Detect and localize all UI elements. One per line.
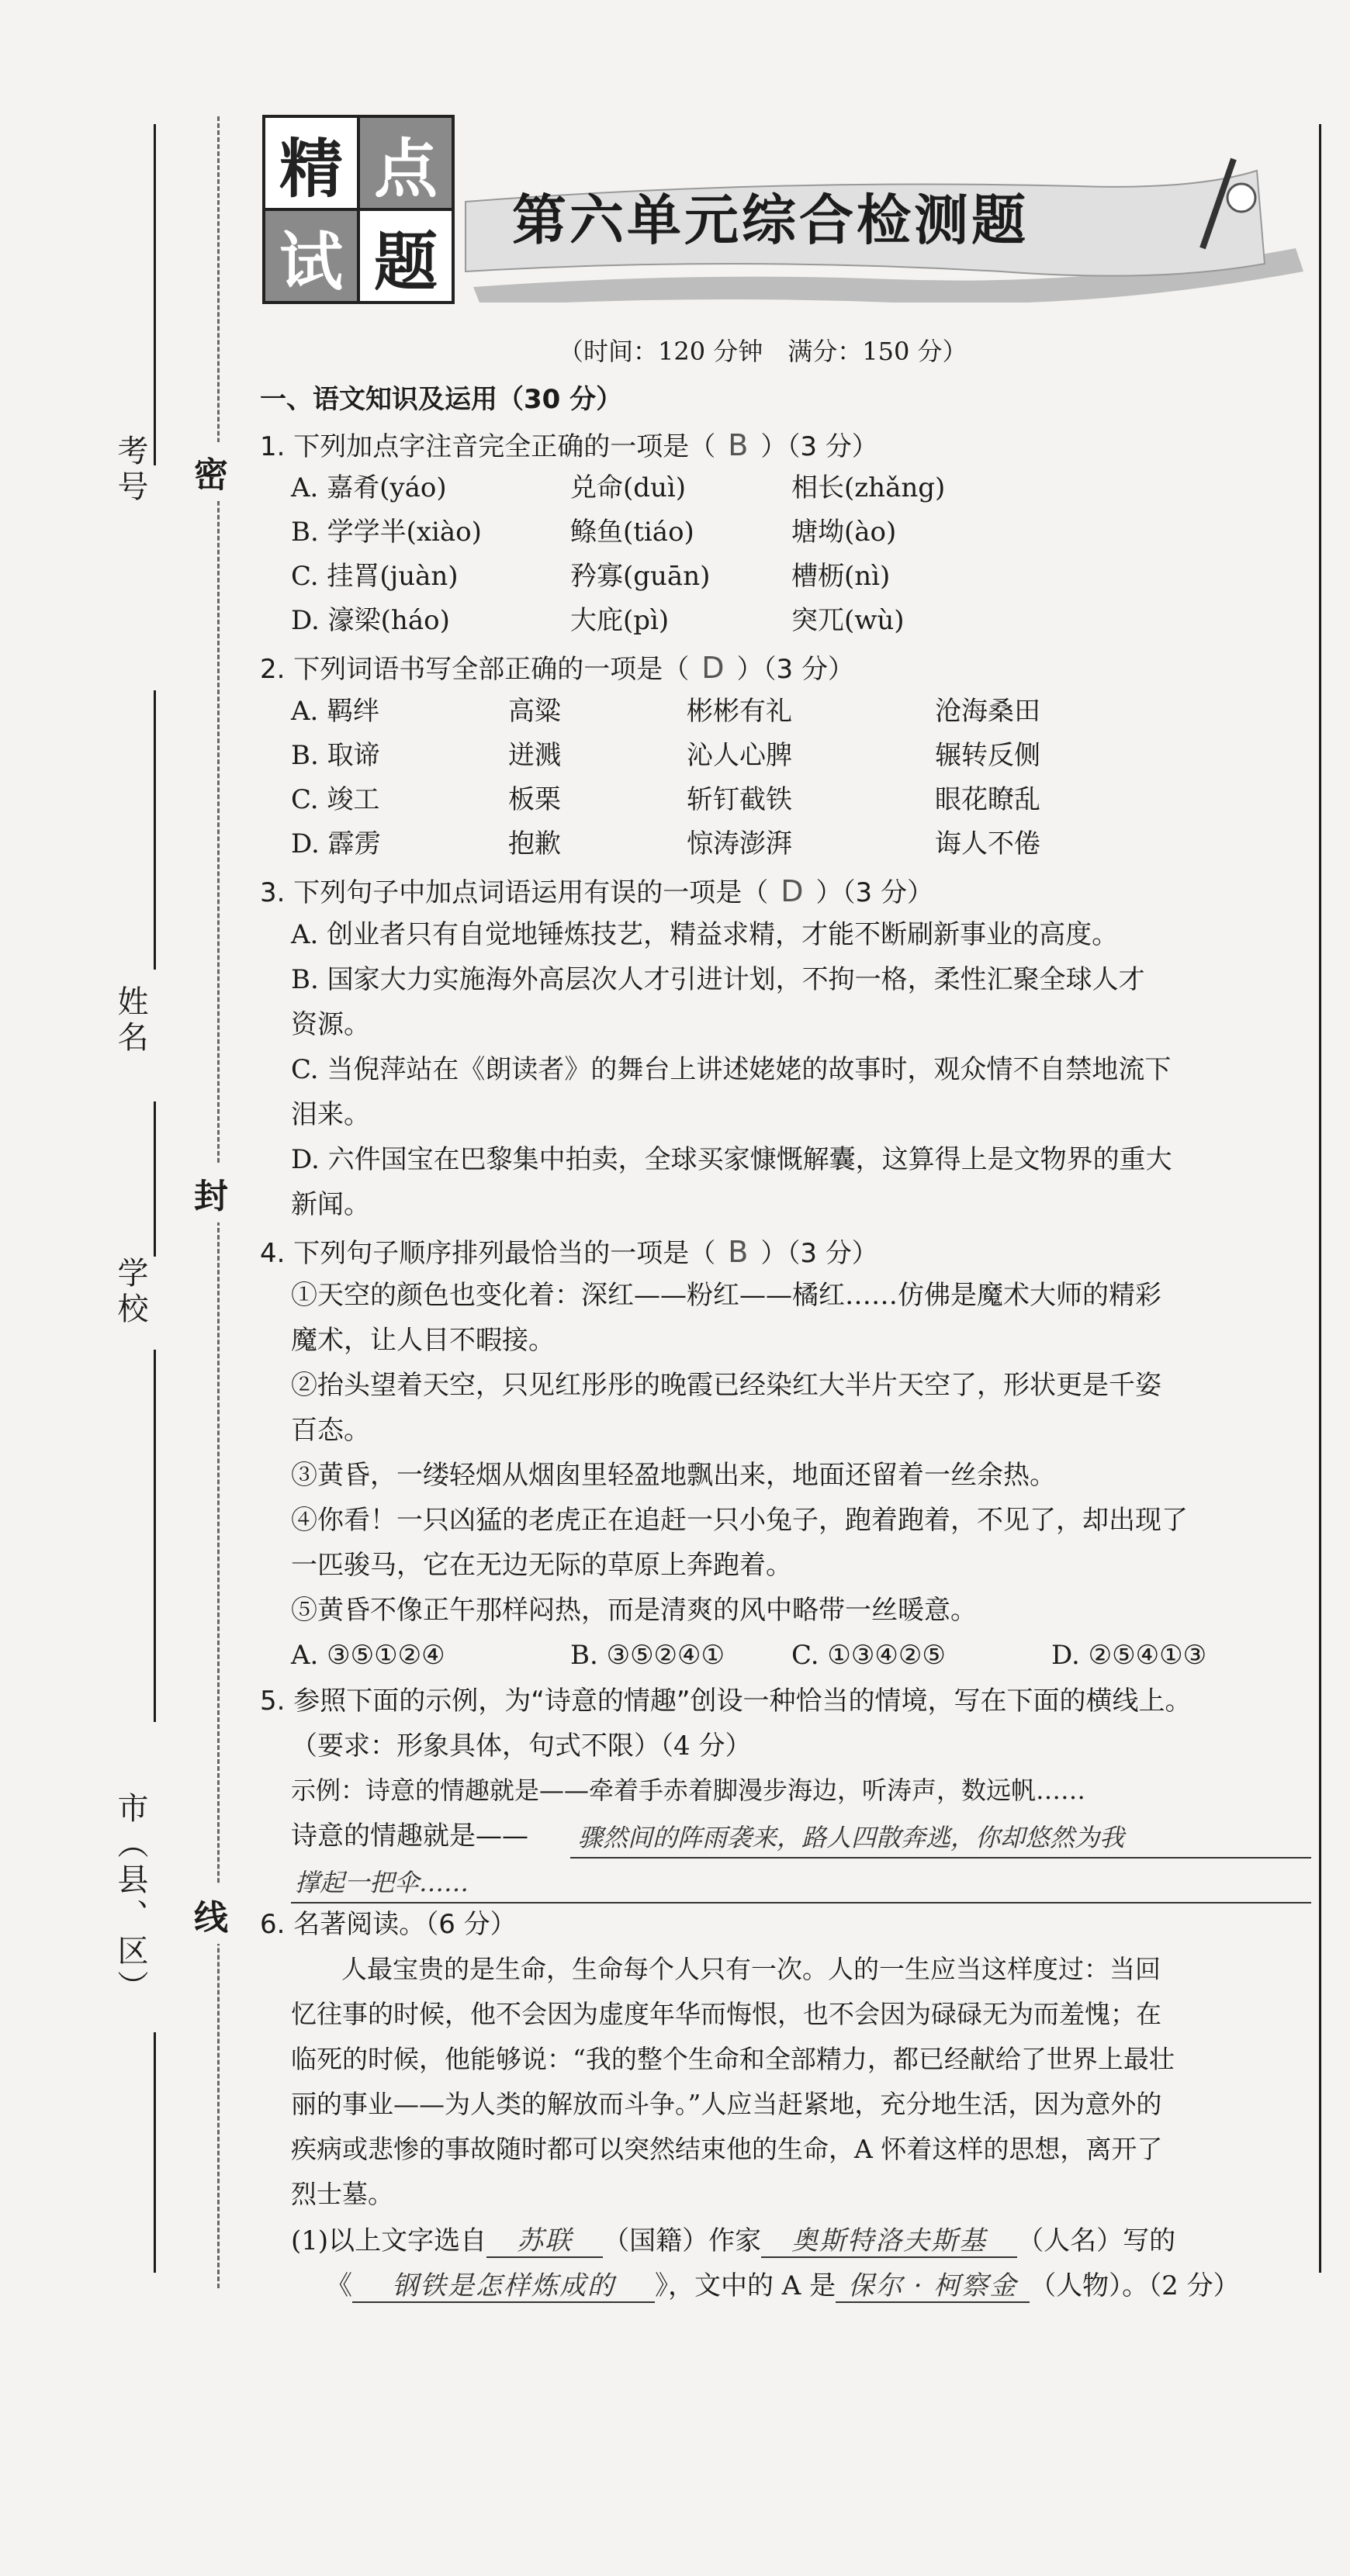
q2-d3: 惊涛澎湃 (687, 828, 792, 859)
q4-option-c: C. ①③④②⑤ (791, 1640, 946, 1671)
q3-stem-text: 3. 下列句子中加点词语运用有误的一项是（ (260, 877, 769, 908)
q1-option-d3: 突兀(wù) (791, 605, 905, 636)
q2-b3: 沁人心脾 (687, 740, 792, 771)
q6-sub1-suffix: （人物）。（2 分） (1030, 2270, 1240, 2301)
q1-score: ）（3 分） (760, 431, 878, 462)
q5-answer-line-1 (570, 1857, 1311, 1859)
q3-line-7: 新闻。 (291, 1189, 370, 1220)
q3-score: ）（3 分） (815, 877, 933, 908)
q3-line-6: D. 六件国宝在巴黎集中拍卖，全球买家慷慨解囊，这算得上是文物界的重大 (291, 1144, 1172, 1175)
logo-char-shi: 试 (279, 225, 343, 299)
q4-line-2: 魔术，让人目不暇接。 (291, 1325, 555, 1356)
q1-stem-text: 1. 下列加点字注音完全正确的一项是（ (260, 431, 716, 462)
q4-answer: B (728, 1235, 749, 1269)
q3-line-4: C. 当倪萍站在《朗读者》的舞台上讲述姥姥的故事时，观众情不自禁地流下 (291, 1054, 1172, 1085)
label-name: 姓名 (112, 985, 148, 1056)
jingdian-shiti-logo (262, 115, 455, 304)
q3-line-1: A. 创业者只有自觉地锤炼技艺，精益求精，才能不断刷新事业的高度。 (291, 919, 1119, 950)
q4-line-1: ①天空的颜色也变化着：深红——粉红——橘红……仿佛是魔术大师的精彩 (291, 1280, 1161, 1311)
q1-option-b2: 鲦鱼(tiáo) (570, 517, 694, 548)
q4-line-4: 百态。 (291, 1415, 370, 1446)
q3-line-2: B. 国家大力实施海外高层次人才引进计划，不拘一格，柔性汇聚全球人才 (291, 964, 1145, 995)
q6-sub1-mid1: （国籍）作家 (603, 2225, 762, 2256)
q2-d4: 诲人不倦 (935, 828, 1040, 859)
q4-stem-text: 4. 下列句子顺序排列最恰当的一项是（ (260, 1238, 716, 1269)
q4-line-6: ④你看！一只凶猛的老虎正在追赶一只小兔子，跑着跑着，不见了，却出现了 (291, 1505, 1188, 1536)
margin-line-bottom (154, 2032, 156, 2273)
q2-stem-text: 2. 下列词语书写全部正确的一项是（ (260, 654, 690, 685)
q1-option-a2: 兑命(duì) (570, 472, 687, 503)
q4-line-5: ③黄昏，一缕轻烟从烟囱里轻盈地飘出来，地面还留着一丝余热。 (291, 1460, 1056, 1491)
q6-answer-person[interactable]: 保尔 · 柯察金 (836, 2271, 1030, 2303)
q3-line-5: 泪来。 (291, 1099, 370, 1130)
q5-answer-handwritten-1[interactable]: 骤然间的阵雨袭来，路人四散奔逃，你却悠然为我 (578, 1823, 1125, 1852)
q2-stem (260, 652, 854, 686)
q6-answer-author[interactable]: 奥斯特洛夫斯基 (761, 2226, 1017, 2258)
q2-a4: 沧海桑田 (935, 696, 1040, 727)
section-heading: 一、语文知识及运用（30 分） (260, 384, 623, 415)
q4-line-3: ②抬头望着天空，只见红彤彤的晚霞已经染红大半片天空了，形状更是千姿 (291, 1370, 1161, 1401)
q4-line-8: ⑤黄昏不像正午那样闷热，而是清爽的风中略带一丝暖意。 (291, 1595, 977, 1626)
q4-option-d: D. ②⑤④①③ (1051, 1640, 1207, 1671)
label-city: 市（县、区） (112, 1792, 148, 2006)
q2-d1: D. 霹雳 (291, 828, 381, 859)
margin-line-school (154, 1101, 156, 1257)
q6-passage-6: 烈士墓。 (291, 2179, 393, 2209)
logo-char-ti: 题 (373, 225, 438, 299)
q6-sub1-mid3: 》，文中的 A 是 (655, 2270, 836, 2301)
q6-stem: 6. 名著阅读。（6 分） (260, 1909, 517, 1940)
q1-option-c1: C. 挂罥(juàn) (291, 561, 459, 592)
q2-score: ）（3 分） (736, 654, 854, 685)
q2-a1: A. 羁绊 (291, 696, 380, 727)
q2-b1: B. 取谛 (291, 740, 380, 771)
q4-stem (260, 1236, 878, 1270)
exam-time-and-score: （时间：120 分钟 满分：150 分） (559, 337, 968, 366)
seal-char-xian: 线 (194, 1885, 228, 1944)
q2-d2: 抱歉 (508, 828, 561, 859)
q2-c4: 眼花瞭乱 (935, 784, 1040, 815)
q3-answer: D (781, 874, 804, 908)
q6-passage-3: 临死的时候，他能够说：“我的整个生命和全部精力，都已经献给了世界上最壮 (291, 2044, 1175, 2074)
q1-option-c2: 矜寡(guān) (570, 561, 711, 592)
right-border-line (1319, 124, 1321, 2273)
q2-c3: 斩钉截铁 (687, 784, 792, 815)
label-school: 学校 (112, 1257, 148, 1328)
q1-stem (260, 429, 878, 463)
q2-a3: 彬彬有礼 (687, 696, 792, 727)
q6-passage-4: 丽的事业——为人类的解放而斗争。”人应当赶紧地，充分地生活，因为意外的 (291, 2089, 1162, 2119)
seal-char-mi: 密 (194, 442, 228, 501)
q2-c1: C. 竣工 (291, 784, 380, 815)
q3-line-3: 资源。 (291, 1009, 370, 1040)
margin-line-name (154, 690, 156, 970)
mascot-icon (1227, 184, 1255, 212)
logo-char-jing: 精 (279, 132, 343, 206)
q3-stem (260, 875, 933, 909)
label-exam-number: 考号 (112, 434, 148, 506)
q1-option-d2: 大庇(pì) (570, 605, 670, 636)
q5-answer-line-2 (291, 1902, 1311, 1903)
margin-line-city (154, 1350, 156, 1722)
q6-passage-5: 疾病或悲惨的事故随时都可以突然结束他的生命，A 怀着这样的思想，离开了 (291, 2134, 1163, 2164)
q5-example: 示例：诗意的情趣就是——牵着手赤着脚漫步海边，听涛声，数远帆…… (291, 1776, 1086, 1805)
q2-b2: 迸溅 (508, 740, 561, 771)
q1-option-a3: 相长(zhǎng) (791, 472, 946, 503)
q1-option-b1: B. 学学半(xiào) (291, 517, 482, 548)
q6-passage-1: 人最宝贵的是生命，生命每个人只有一次。人的一生应当这样度过：当回 (341, 1954, 1161, 1984)
q4-option-b: B. ③⑤②④① (570, 1640, 725, 1671)
q5-line-2: （要求：形象具体，句式不限）（4 分） (291, 1731, 752, 1762)
q6-answer-book[interactable]: 钢铁是怎样炼成的 (352, 2271, 655, 2303)
q5-line-1: 5. 参照下面的示例，为“诗意的情趣”创设一种恰当的情境，写在下面的横线上。 (260, 1686, 1192, 1717)
q6-sub1-line-1 (291, 2226, 1175, 2258)
q1-option-a1: A. 嘉肴(yáo) (291, 472, 447, 503)
q6-passage-2: 忆往事的时候，他不会因为虚度年华而悔恨，也不会因为碌碌无为而羞愧；在 (291, 1999, 1161, 2029)
q4-score: ）（3 分） (760, 1238, 878, 1269)
q6-sub1-line-2 (326, 2271, 1240, 2303)
q6-answer-country[interactable]: 苏联 (486, 2226, 603, 2258)
q1-answer: B (728, 428, 749, 462)
q2-c2: 板栗 (508, 784, 561, 815)
q6-sub1-prefix: (1)以上文字选自 (291, 2225, 487, 2256)
q1-option-c3: 槽枥(nì) (791, 561, 891, 592)
logo-char-dian: 点 (373, 132, 438, 206)
q4-line-7: 一匹骏马，它在无边无际的草原上奔跑着。 (291, 1550, 792, 1581)
q6-sub1-open: 《 (326, 2270, 352, 2301)
q4-option-a: A. ③⑤①②④ (291, 1640, 445, 1671)
q2-b4: 辗转反侧 (935, 740, 1040, 771)
q5-answer-handwritten-2[interactable]: 撑起一把伞…… (295, 1868, 469, 1897)
q1-option-b3: 塘坳(ào) (791, 517, 897, 548)
q1-option-d1: D. 濠梁(háo) (291, 605, 450, 636)
margin-line-top (154, 124, 156, 465)
seal-char-feng: 封 (194, 1164, 228, 1222)
q2-answer: D (701, 651, 725, 685)
q2-a2: 高粱 (508, 696, 561, 727)
q6-sub1-mid2: （人名）写的 (1017, 2225, 1176, 2256)
page-title: 第六单元综合检测题 (512, 188, 1029, 252)
q5-lead: 诗意的情趣就是—— (291, 1820, 528, 1852)
